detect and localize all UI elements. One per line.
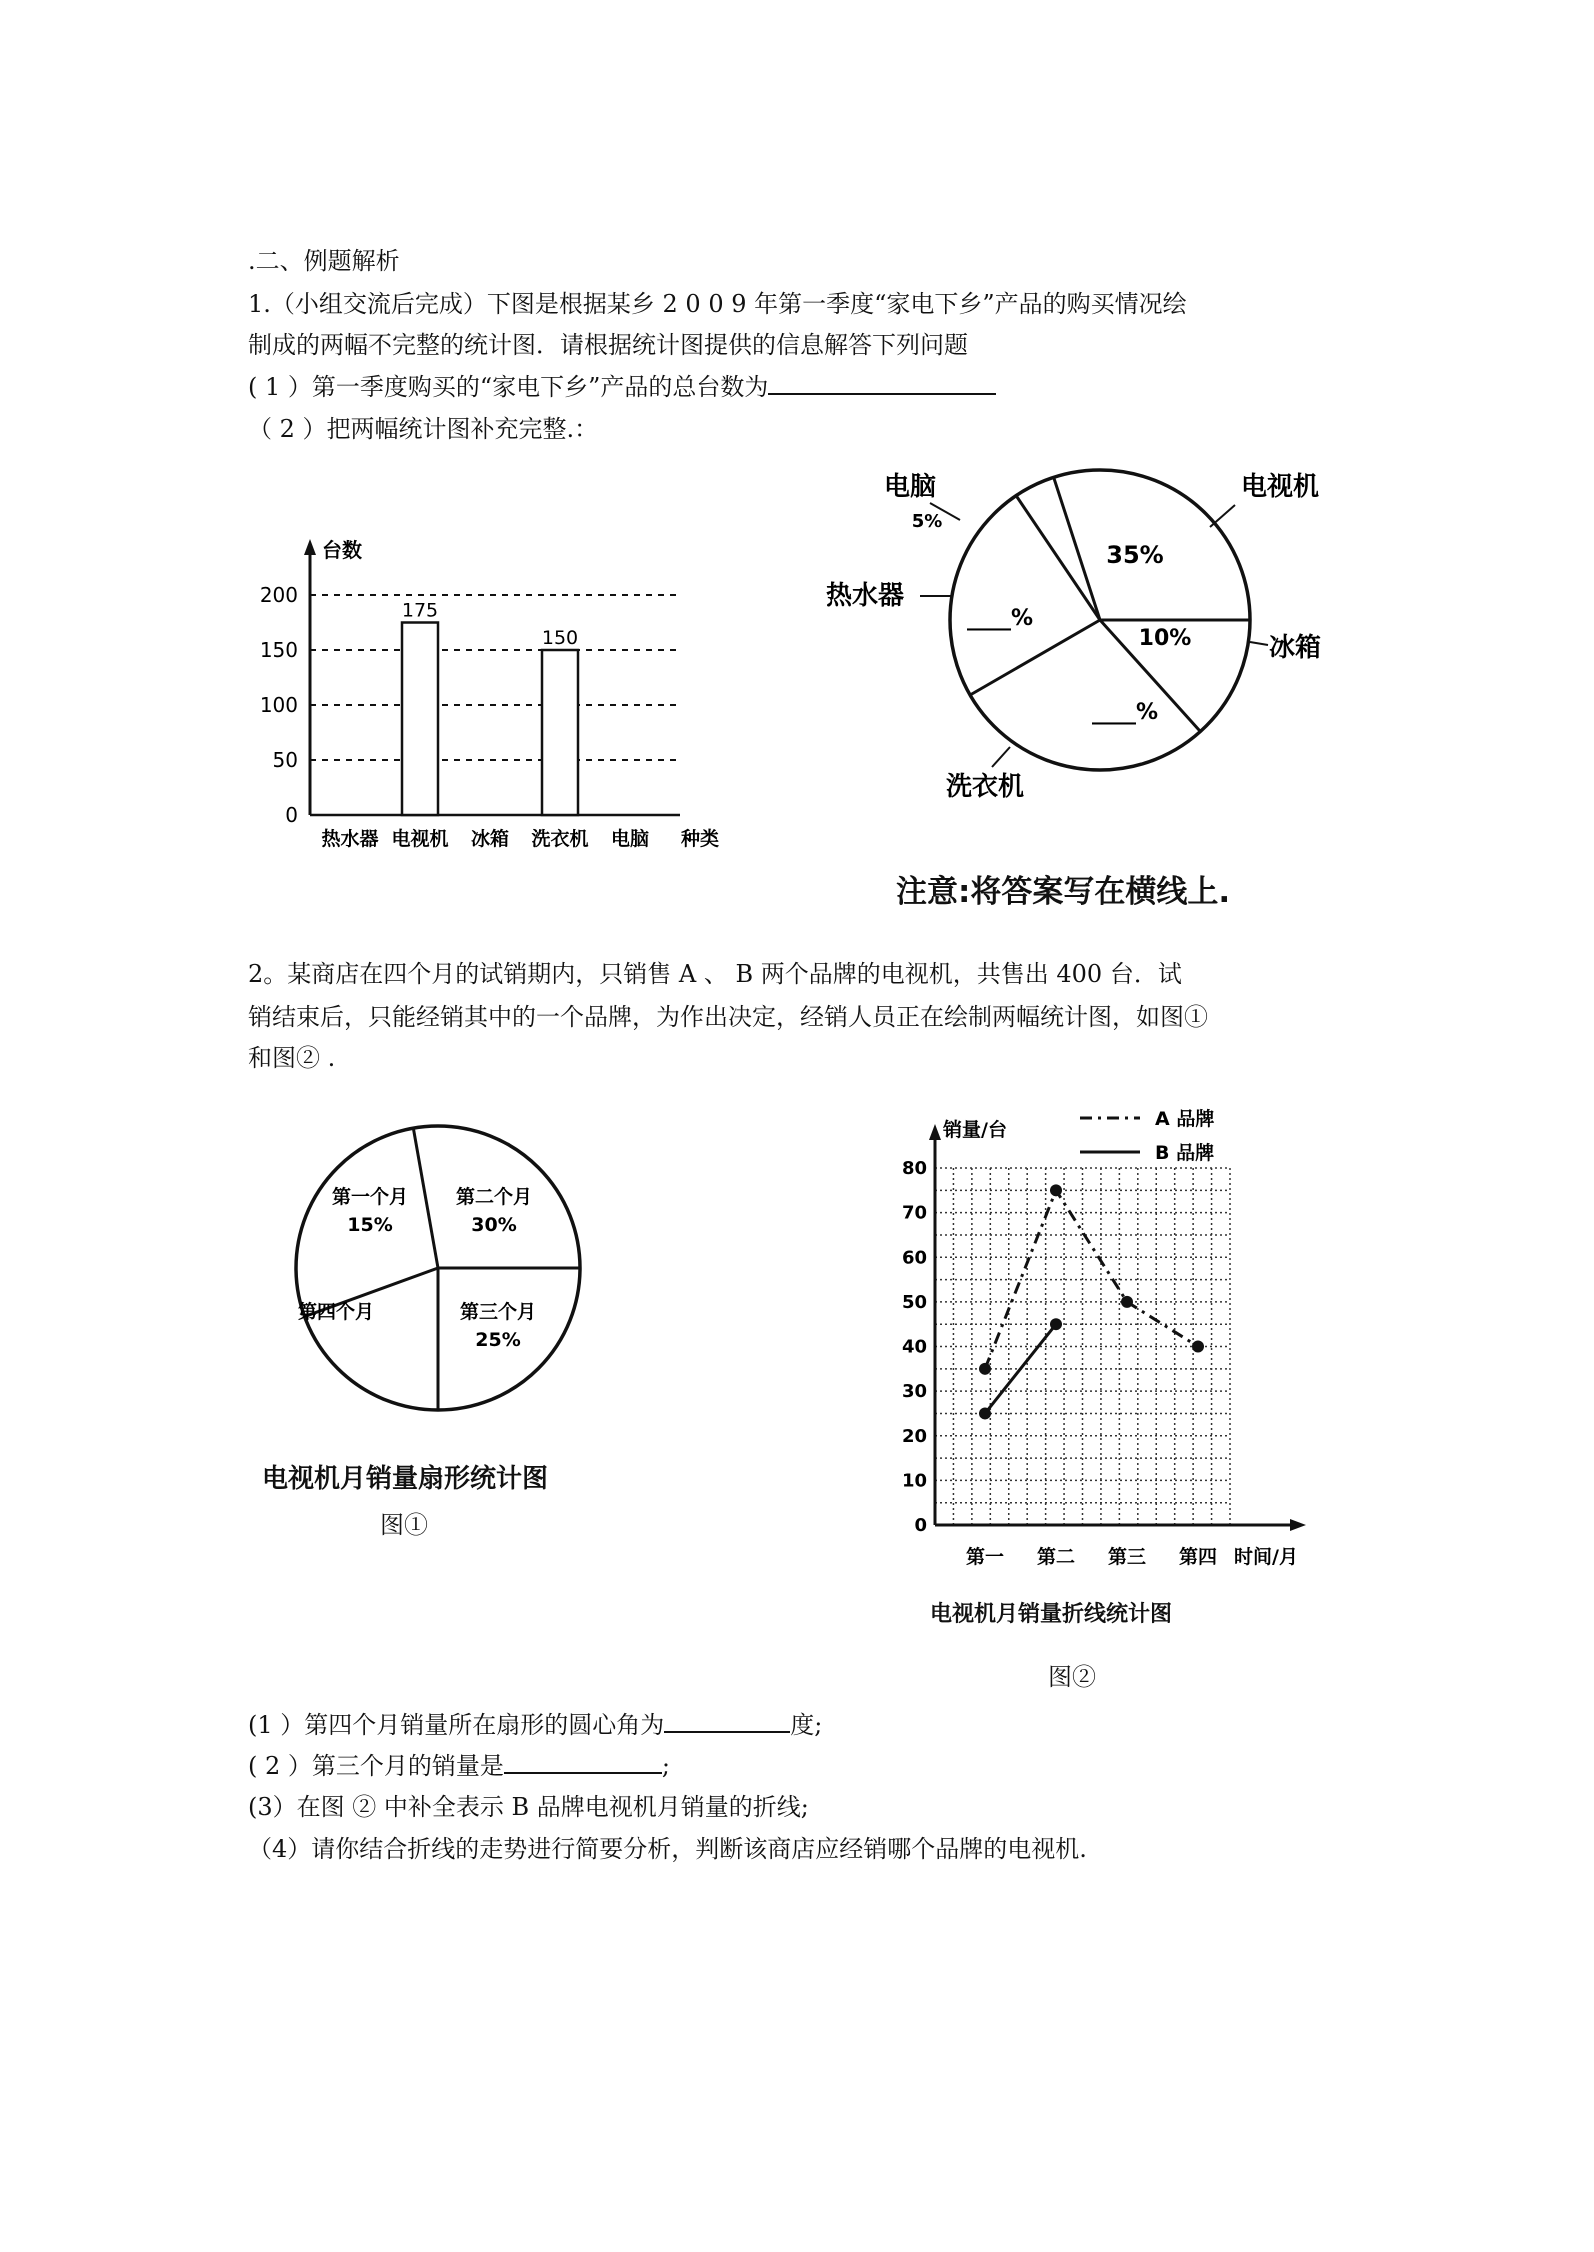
leader-line <box>1250 642 1268 645</box>
q2-sub1 <box>248 1708 822 1742</box>
y-tick-label: 60 <box>901 1247 927 1269</box>
q2-sub1-text: (1 ）第四个月销量所在扇形的圆心角为 <box>248 1711 665 1739</box>
q2-sub3: (3）在图 ② 中补全表示 B 品牌电视机月销量的折线; <box>248 1793 809 1821</box>
pie-slice-value-heater: ____% <box>966 606 1034 631</box>
pie-value-third-month: 25% <box>475 1329 521 1351</box>
bar <box>542 650 578 815</box>
pie-label-heater: 热水器 <box>825 581 905 611</box>
pie-label-third-month: 第三个月 <box>459 1301 537 1323</box>
q2-sub2-answer-blank[interactable] <box>504 1750 662 1774</box>
q2-intro-line3: 和图② . <box>248 1044 336 1072</box>
x-tick-label: 热水器 <box>321 828 379 850</box>
leader-line <box>1210 505 1235 527</box>
pie-slice-value-tv: 35% <box>1106 541 1164 569</box>
q2-sub1-unit: 度; <box>790 1711 823 1739</box>
pie-label-computer: 电脑 <box>883 472 937 502</box>
pie-label-tv: 电视机 <box>1240 472 1320 502</box>
y-axis-label: 台数 <box>322 538 362 562</box>
bar <box>402 623 438 816</box>
data-point <box>1050 1318 1062 1330</box>
q1-sub1-answer-blank[interactable] <box>768 371 996 395</box>
note-text: 注意:将答案写在横线上. <box>896 874 1231 910</box>
y-tick-label: 30 <box>901 1381 927 1403</box>
x-tick-label: 第二 <box>1036 1546 1076 1568</box>
y-tick-label: 80 <box>901 1158 927 1179</box>
pie-value-second-month: 30% <box>471 1214 517 1236</box>
x-tick-label: 第四 <box>1178 1546 1218 1568</box>
q1-intro-line1: 1.（小组交流后完成）下图是根据某乡 2 0 0 9 年第一季度“家电下乡”产品的购买情况绘 <box>248 290 1187 318</box>
pie-label-second-month: 第二个月 <box>455 1186 533 1208</box>
monthly-sales-line-chart <box>890 1100 1330 1568</box>
x-tick-label: 洗衣机 <box>531 828 589 850</box>
x-tick-label: 冰箱 <box>470 828 510 850</box>
bar-chart <box>260 525 780 865</box>
x-axis-label: 种类 <box>680 828 720 850</box>
y-tick-label: 10 <box>901 1470 927 1492</box>
line-chart-title: 电视机月销量折线统计图 <box>930 1602 1173 1627</box>
q2-sub2-text: ( 2 ）第三个月的销量是 <box>248 1752 504 1780</box>
q2-sub1-answer-blank[interactable] <box>664 1709 790 1733</box>
pie-slice-value-fridge: 10% <box>1138 626 1192 651</box>
y-tick-label: 150 <box>259 638 298 662</box>
y-tick-label: 100 <box>259 693 298 717</box>
pie-slice-value-washer: ____% <box>1091 700 1159 725</box>
pie-label-fourth-month: 第四个月 <box>297 1301 375 1323</box>
pie-value-first-month: 15% <box>347 1214 393 1236</box>
y-tick-label: 0 <box>914 1515 927 1536</box>
y-axis-arrow <box>304 539 316 555</box>
pie-label-first-month: 第一个月 <box>331 1186 409 1208</box>
data-point <box>1121 1296 1133 1308</box>
legend-label: A 品牌 <box>1155 1108 1215 1130</box>
y-tick-label: 20 <box>901 1425 927 1447</box>
data-point <box>979 1363 991 1375</box>
x-axis-arrow <box>1290 1519 1306 1531</box>
q1-sub1-text: ( 1 ）第一季度购买的“家电下乡”产品的总台数为 <box>248 373 769 401</box>
section-heading: .二、例题解析 <box>248 247 400 275</box>
data-point <box>979 1407 991 1419</box>
leader-line <box>992 747 1010 767</box>
legend-label: B 品牌 <box>1155 1142 1215 1164</box>
x-tick-label: 第三 <box>1107 1546 1147 1568</box>
y-tick-label: 70 <box>901 1202 927 1224</box>
y-tick-label: 40 <box>901 1336 927 1358</box>
q1-sub2: （ 2 ）把两幅统计图补充完整.： <box>248 415 599 443</box>
q2-intro-line2: 销结束后，只能经销其中的一个品牌，为作出决定，经销人员正在绘制两幅统计图，如图① <box>248 1003 1208 1031</box>
x-tick-label: 第一 <box>965 1546 1005 1568</box>
y-tick-label: 50 <box>272 748 298 772</box>
appliance-pie-chart <box>810 455 1330 802</box>
y-tick-label: 50 <box>901 1291 927 1313</box>
pie2-title: 电视机月销量扇形统计图 <box>262 1464 549 1494</box>
q1-intro-line2: 制成的两幅不完整的统计图．请根据统计图提供的信息解答下列问题 <box>248 331 968 359</box>
y-axis-label: 销量/台 <box>943 1119 1007 1141</box>
bar-value-label: 175 <box>401 599 439 622</box>
q2-sub2-end: ; <box>661 1752 670 1780</box>
x-axis-label: 时间/月 <box>1234 1546 1298 1568</box>
data-point <box>1050 1184 1062 1196</box>
data-point <box>1192 1341 1204 1353</box>
fig2-label: 图② <box>1048 1663 1096 1691</box>
pie-slice-value-computer: 5% <box>911 511 943 532</box>
x-tick-label: 电视机 <box>391 828 449 850</box>
q1-sub1 <box>248 370 996 404</box>
y-axis-arrow <box>929 1124 941 1140</box>
x-tick-label: 电脑 <box>610 828 650 850</box>
pie-label-washer: 洗衣机 <box>945 772 1025 802</box>
q2-sub2 <box>248 1749 670 1783</box>
q2-intro-line1: 2。某商店在四个月的试销期内，只销售 A 、 B 两个品牌的电视机，共售出 400 台．试 <box>248 960 1182 988</box>
fig1-label: 图① <box>380 1511 428 1539</box>
pie-label-fridge: 冰箱 <box>1268 633 1322 663</box>
y-tick-label: 200 <box>259 583 298 607</box>
bar-value-label: 150 <box>541 627 579 649</box>
y-tick-label: 0 <box>285 803 298 827</box>
q2-sub4: （4）请你结合折线的走势进行简要分析，判断该商店应经销哪个品牌的电视机. <box>248 1835 1087 1863</box>
monthly-sales-pie-chart <box>288 1118 608 1438</box>
